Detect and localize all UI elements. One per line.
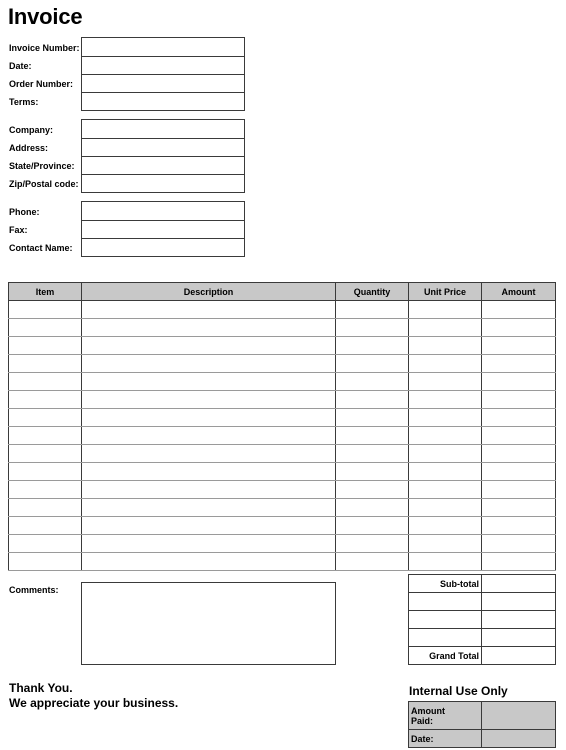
table-row [9, 427, 556, 445]
zip-field[interactable] [82, 174, 244, 192]
totals-label-cell [409, 611, 482, 629]
internal-date-row [409, 730, 556, 748]
item-cell[interactable] [9, 463, 82, 481]
company-label: Company: [9, 125, 54, 135]
quantity-cell[interactable] [336, 463, 409, 481]
item-cell[interactable] [9, 337, 82, 355]
totals-value-cell[interactable] [482, 593, 556, 611]
item-cell[interactable] [9, 373, 82, 391]
amount-paid-field[interactable] [482, 702, 556, 730]
description-cell[interactable] [82, 445, 336, 463]
description-cell[interactable] [82, 481, 336, 499]
grand-total-field[interactable] [482, 647, 556, 665]
fax-field[interactable] [82, 220, 244, 238]
unit-price-cell[interactable] [409, 445, 482, 463]
table-row [9, 391, 556, 409]
description-column-header: Description [82, 283, 336, 301]
subtotal-row [409, 575, 556, 593]
amount-cell[interactable] [482, 337, 556, 355]
date-field[interactable] [82, 56, 244, 74]
table-row [9, 319, 556, 337]
state-field[interactable] [82, 156, 244, 174]
table-row [9, 445, 556, 463]
table-row [9, 553, 556, 571]
table-row [9, 481, 556, 499]
address-label: Address: [9, 143, 49, 153]
amount-paid-row [409, 702, 556, 730]
description-cell[interactable] [82, 373, 336, 391]
unit-price-cell[interactable] [409, 337, 482, 355]
table-row [9, 373, 556, 391]
unit-price-cell[interactable] [409, 517, 482, 535]
unit-price-column-header: Unit Price [409, 283, 482, 301]
description-cell[interactable] [82, 517, 336, 535]
company-field[interactable] [82, 120, 244, 138]
unit-price-cell[interactable] [409, 373, 482, 391]
totals-table [408, 574, 556, 665]
invoice-number-field[interactable] [82, 38, 244, 56]
totals-label-cell [409, 593, 482, 611]
item-cell[interactable] [9, 427, 82, 445]
phone-label: Phone: [9, 207, 40, 217]
description-cell[interactable] [82, 535, 336, 553]
unit-price-cell[interactable] [409, 409, 482, 427]
fax-label: Fax: [9, 225, 28, 235]
item-cell[interactable] [9, 499, 82, 517]
item-cell[interactable] [9, 553, 82, 571]
invoice-info-fields [81, 37, 245, 111]
item-cell[interactable] [9, 355, 82, 373]
items-body [9, 301, 556, 571]
contact-name-field[interactable] [82, 238, 244, 256]
amount-cell[interactable] [482, 355, 556, 373]
items-header-row [9, 283, 556, 301]
quantity-cell[interactable] [336, 445, 409, 463]
terms-field[interactable] [82, 92, 244, 110]
item-cell[interactable] [9, 409, 82, 427]
amount-cell[interactable] [482, 517, 556, 535]
amount-cell[interactable] [482, 553, 556, 571]
table-row [9, 409, 556, 427]
unit-price-cell[interactable] [409, 301, 482, 319]
quantity-cell[interactable] [336, 373, 409, 391]
subtotal-label: Sub-total [409, 575, 482, 593]
table-row [9, 301, 556, 319]
unit-price-cell[interactable] [409, 355, 482, 373]
amount-cell[interactable] [482, 463, 556, 481]
amount-paid-label-line: Paid: [411, 715, 434, 726]
totals-row [409, 629, 556, 647]
phone-field[interactable] [82, 202, 244, 220]
item-cell[interactable] [9, 301, 82, 319]
item-cell[interactable] [9, 391, 82, 409]
description-cell[interactable] [82, 391, 336, 409]
description-cell[interactable] [82, 427, 336, 445]
totals-value-cell[interactable] [482, 629, 556, 647]
internal-use-title: Internal Use Only [409, 684, 508, 698]
invoice-number-label: Invoice Number: [9, 43, 80, 53]
amount-cell[interactable] [482, 373, 556, 391]
zip-label: Zip/Postal code: [9, 179, 79, 189]
amount-cell[interactable] [482, 535, 556, 553]
unit-price-cell[interactable] [409, 427, 482, 445]
terms-label: Terms: [9, 97, 39, 107]
table-row [9, 499, 556, 517]
order-number-label: Order Number: [9, 79, 74, 89]
description-cell[interactable] [82, 499, 336, 517]
contact-info-fields [81, 201, 245, 257]
company-info-fields [81, 119, 245, 193]
description-cell[interactable] [82, 355, 336, 373]
item-column-header: Item [9, 283, 82, 301]
table-row [9, 535, 556, 553]
unit-price-cell[interactable] [409, 481, 482, 499]
address-field[interactable] [82, 138, 244, 156]
date-label: Date: [9, 61, 32, 71]
grand-total-row [409, 647, 556, 665]
totals-value-cell[interactable] [482, 611, 556, 629]
page-title: Invoice [8, 4, 83, 29]
item-cell[interactable] [9, 319, 82, 337]
totals-row [409, 593, 556, 611]
thank-you-line: Thank You. [9, 681, 73, 695]
amount-paid-label [409, 702, 482, 730]
totals-row [409, 611, 556, 629]
comments-label: Comments: [9, 585, 59, 595]
quantity-cell[interactable] [336, 427, 409, 445]
internal-date-label: Date: [409, 730, 482, 748]
item-cell[interactable] [9, 535, 82, 553]
table-row [9, 463, 556, 481]
contact-name-label: Contact Name: [9, 243, 73, 253]
quantity-cell[interactable] [336, 355, 409, 373]
unit-price-cell[interactable] [409, 319, 482, 337]
unit-price-cell[interactable] [409, 463, 482, 481]
quantity-column-header: Quantity [336, 283, 409, 301]
comments-field[interactable] [81, 582, 336, 665]
quantity-cell[interactable] [336, 517, 409, 535]
quantity-cell[interactable] [336, 553, 409, 571]
item-cell[interactable] [9, 445, 82, 463]
table-row [9, 517, 556, 535]
amount-paid-label-line: Amount [411, 705, 445, 716]
amount-cell[interactable] [482, 319, 556, 337]
quantity-cell[interactable] [336, 391, 409, 409]
internal-use-table [408, 701, 556, 748]
grand-total-label: Grand Total [409, 647, 482, 665]
table-row [9, 355, 556, 373]
description-cell[interactable] [82, 553, 336, 571]
totals-label-cell [409, 629, 482, 647]
description-cell[interactable] [82, 463, 336, 481]
quantity-cell[interactable] [336, 499, 409, 517]
state-label: State/Province: [9, 161, 75, 171]
appreciation-line: We appreciate your business. [9, 696, 179, 710]
table-row [9, 337, 556, 355]
amount-cell[interactable] [482, 427, 556, 445]
unit-price-cell[interactable] [409, 535, 482, 553]
amount-cell[interactable] [482, 301, 556, 319]
description-cell[interactable] [82, 301, 336, 319]
amount-cell[interactable] [482, 481, 556, 499]
items-table [8, 282, 556, 571]
unit-price-cell[interactable] [409, 499, 482, 517]
quantity-cell[interactable] [336, 409, 409, 427]
quantity-cell[interactable] [336, 535, 409, 553]
quantity-cell[interactable] [336, 301, 409, 319]
amount-column-header: Amount [482, 283, 556, 301]
amount-cell[interactable] [482, 499, 556, 517]
description-cell[interactable] [82, 337, 336, 355]
amount-cell[interactable] [482, 445, 556, 463]
amount-cell[interactable] [482, 391, 556, 409]
item-cell[interactable] [9, 517, 82, 535]
quantity-cell[interactable] [336, 337, 409, 355]
item-cell[interactable] [9, 481, 82, 499]
amount-cell[interactable] [482, 409, 556, 427]
internal-date-field[interactable] [482, 730, 556, 748]
order-number-field[interactable] [82, 74, 244, 92]
subtotal-field[interactable] [482, 575, 556, 593]
quantity-cell[interactable] [336, 319, 409, 337]
description-cell[interactable] [82, 319, 336, 337]
quantity-cell[interactable] [336, 481, 409, 499]
unit-price-cell[interactable] [409, 553, 482, 571]
thank-you-note [9, 681, 178, 711]
unit-price-cell[interactable] [409, 391, 482, 409]
description-cell[interactable] [82, 409, 336, 427]
